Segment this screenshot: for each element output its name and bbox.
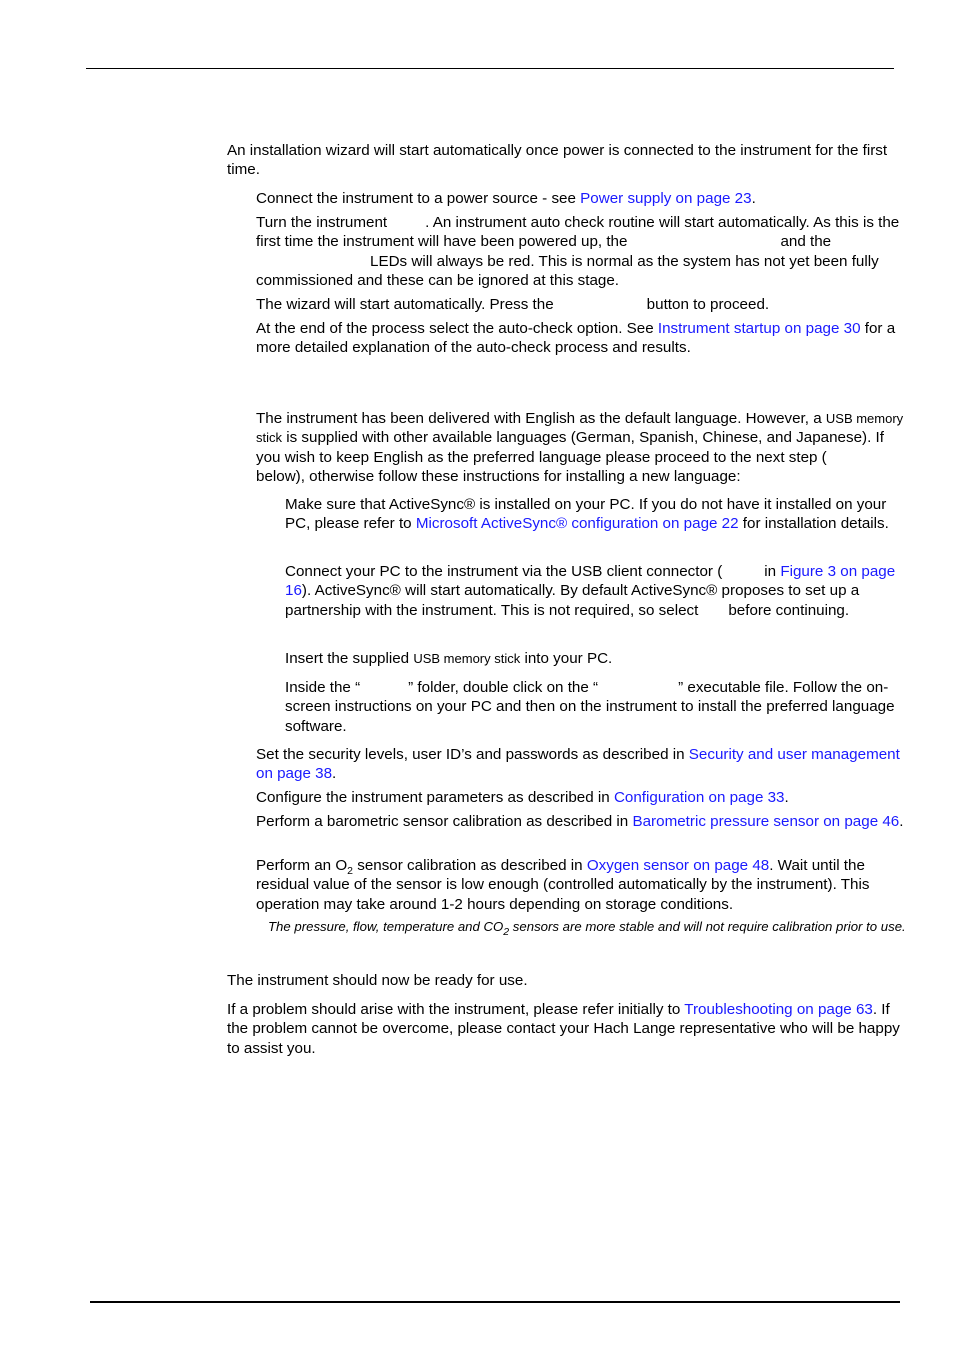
figure-3-link[interactable]: Figure 3 on page 16: [285, 563, 896, 600]
footer-rule: [90, 1301, 900, 1303]
subscript: 2: [503, 926, 510, 938]
step-text: Connect your PC to the instrument via the USB client connector (: [285, 563, 723, 580]
step-text: for a more detailed explanation of the auto-check process and results.: [256, 320, 896, 357]
step-text: button to proceed.: [646, 296, 770, 313]
barometric-sensor-link[interactable]: Barometric pressure sensor on page 46: [632, 813, 900, 830]
step-text: Perform a barometric sensor calibration as described in: [256, 813, 633, 830]
step-text: in: [764, 563, 781, 580]
usb-memory-stick-term: USB memory stick: [256, 411, 904, 446]
power-supply-link[interactable]: Power supply on page 23: [580, 190, 752, 207]
step-text: LEDs will always be red. This is normal as the system has not yet been fully commissioned and these can be ignored at this stage.: [256, 252, 879, 290]
troubleshooting-link[interactable]: Troubleshooting on page 63: [684, 1001, 873, 1018]
language-step-run-installer: [285, 678, 907, 736]
activesync-config-link[interactable]: Microsoft ActiveSync® configuration on page 22: [415, 515, 739, 533]
language-step-insert-usb: [285, 649, 907, 668]
step-text: is supplied with other available languages (German, Spanish, Chinese, and Japanese). If you wish to keep English as the preferred language please proceed to the next step (: [256, 429, 884, 466]
note-text: sensors are more stable and will not require calibration prior to use.: [509, 919, 906, 934]
step-text: Make sure that ActiveSync® is installed on your PC. If you do not have it installed on your PC, please refer to: [285, 496, 887, 533]
step-security: [256, 745, 907, 784]
step-text: .: [784, 789, 789, 806]
step-oxygen: [256, 856, 907, 914]
intro-paragraph: [227, 141, 907, 180]
step-text: .: [899, 813, 904, 830]
step-text: ” folder, double click on the “: [408, 679, 599, 696]
step-text: The instrument has been delivered with English as the default language. However, a: [256, 410, 826, 427]
step-text: . Wait until the residual value of the sensor is low enough (controlled automatically by the instrument). This operation may take around 1-2 hours depending on storage conditions.: [256, 857, 870, 913]
configuration-link[interactable]: Configuration on page 33: [613, 789, 785, 806]
step-text: and the: [780, 233, 832, 251]
problem-paragraph: [227, 1000, 907, 1058]
problem-text: . If the problem cannot be overcome, please contact your Hach Lange representative who will be happy to assist you.: [227, 1001, 900, 1057]
step-auto-check: [256, 319, 907, 358]
step-text: sensor calibration as described in: [353, 857, 587, 874]
intro-text: An installation wizard will start automatically once power is connected to the instrument for the first time.: [227, 142, 888, 179]
step-text: for installation details.: [738, 515, 889, 533]
language-step-activesync: [285, 495, 907, 534]
step-configure: [256, 788, 907, 807]
language-step-connect-pc: [285, 562, 907, 620]
calibration-note: [227, 918, 907, 937]
instrument-startup-link[interactable]: Instrument startup on page 30: [657, 320, 861, 337]
step-text: .: [751, 190, 756, 207]
step-text: The wizard will start automatically. Press the: [256, 296, 554, 313]
step-text: Inside the “: [285, 679, 361, 696]
step-text: Set the security levels, user ID’s and passwords as described in: [256, 746, 689, 763]
header-rule: [86, 68, 894, 69]
step-text: Connect the instrument to a power source - see: [256, 190, 581, 207]
step-text: Turn the instrument: [256, 214, 388, 231]
oxygen-sensor-link[interactable]: Oxygen sensor on page 48: [586, 857, 770, 874]
step-text: below), otherwise follow these instructions for installing a new language:: [256, 468, 741, 486]
step-connect-power: [256, 189, 907, 208]
subscript: 2: [347, 865, 353, 877]
step-text: .: [332, 765, 337, 783]
step-text: At the end of the process select the auto-check option. See: [256, 320, 658, 337]
language-paragraph: [256, 409, 907, 487]
step-text: Perform an O: [256, 857, 348, 874]
step-wizard: [256, 295, 907, 314]
ready-paragraph: [227, 971, 907, 990]
step-text: before continuing.: [728, 601, 850, 619]
step-text: . An instrument auto check routine will start automatically. As this is the first time the instrument will have been powered up, the: [256, 214, 900, 251]
ready-text: The instrument should now be ready for use.: [227, 972, 528, 989]
security-link[interactable]: Security and user management on page 38: [256, 746, 900, 783]
step-turn-on: [256, 213, 907, 291]
step-text: Configure the instrument parameters as described in: [256, 789, 614, 806]
step-text: ). ActiveSync® will start automatically. By default ActiveSync® proposes to set up a partnership with the instrument. This is not required, so select: [285, 582, 860, 619]
usb-memory-stick-term: USB memory stick: [413, 651, 521, 666]
step-barometric: [256, 812, 907, 831]
step-text: Insert the supplied: [285, 650, 414, 667]
problem-text: If a problem should arise with the instrument, please refer initially to: [227, 1001, 685, 1018]
step-text: into your PC.: [520, 650, 613, 667]
note-text: The pressure, flow, temperature and CO: [268, 919, 504, 934]
step-text: ” executable file. Follow the on-screen instructions on your PC and then on the instrument to install the preferred language software.: [285, 679, 895, 735]
